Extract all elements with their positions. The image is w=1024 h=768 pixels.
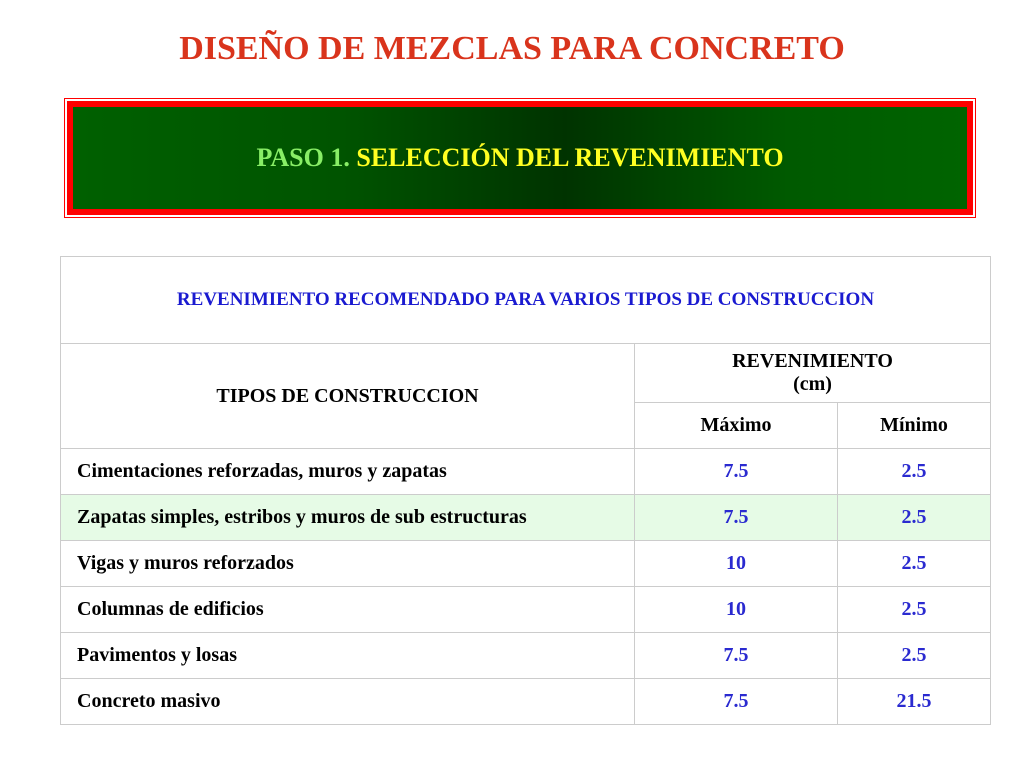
row-type: Concreto masivo (61, 679, 635, 725)
row-min: 2.5 (838, 449, 991, 495)
table-row (61, 587, 991, 633)
row-min: 2.5 (838, 495, 991, 541)
row-min: 2.5 (838, 541, 991, 587)
row-min: 21.5 (838, 679, 991, 725)
step-banner (64, 98, 976, 218)
row-min: 2.5 (838, 633, 991, 679)
header-max: Máximo (635, 403, 838, 449)
row-type: Zapatas simples, estribos y muros de sub estructuras (61, 495, 635, 541)
table-row (61, 633, 991, 679)
header-revenimiento (635, 344, 991, 403)
header-type: TIPOS DE CONSTRUCCION (61, 344, 635, 449)
slide-title: DISEÑO DE MEZCLAS PARA CONCRETO (179, 30, 845, 67)
table-row (61, 449, 991, 495)
row-max: 7.5 (635, 633, 838, 679)
table-row (61, 495, 991, 541)
row-max: 7.5 (635, 679, 838, 725)
row-type: Vigas y muros reforzados (61, 541, 635, 587)
row-max: 10 (635, 587, 838, 633)
step-number: PASO 1. (256, 143, 350, 172)
table-row (61, 679, 991, 725)
row-type: Pavimentos y losas (61, 633, 635, 679)
row-type: Cimentaciones reforzadas, muros y zapatas (61, 449, 635, 495)
row-min: 2.5 (838, 587, 991, 633)
header-unit: (cm) (793, 373, 832, 395)
slump-table (60, 256, 991, 725)
row-max: 7.5 (635, 495, 838, 541)
table-caption: REVENIMIENTO RECOMENDADO PARA VARIOS TIPOS DE CONSTRUCCION (61, 257, 991, 344)
row-max: 10 (635, 541, 838, 587)
header-rev-label: REVENIMIENTO (732, 350, 893, 372)
step-title: SELECCIÓN DEL REVENIMIENTO (356, 143, 784, 172)
table-row (61, 541, 991, 587)
header-min: Mínimo (838, 403, 991, 449)
row-max: 7.5 (635, 449, 838, 495)
row-type: Columnas de edificios (61, 587, 635, 633)
